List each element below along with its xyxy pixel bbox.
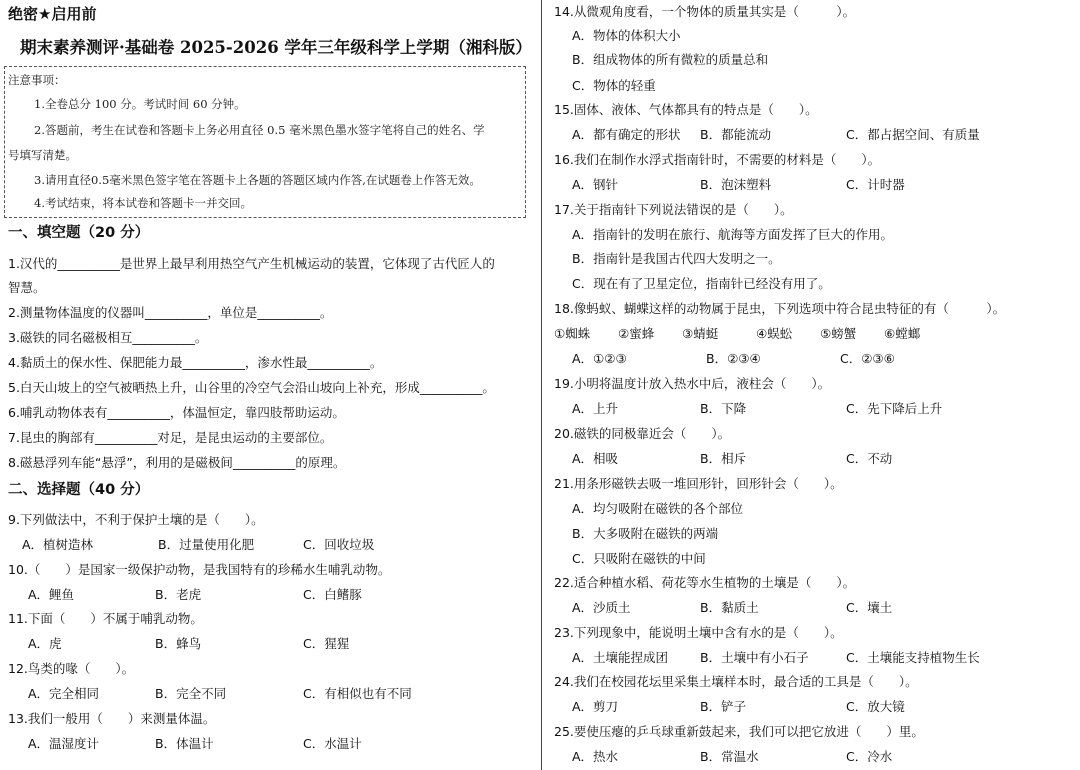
option-a: A．虎: [28, 636, 62, 651]
option-a: A．指南针的发明在旅行、航海等方面发挥了巨大的作用。: [572, 227, 894, 242]
exam-title: 期末素养测评·基础卷 2025-2026 学年三年级科学上学期（湘科版）: [20, 38, 532, 57]
notice-item: 3.请用直径0.5毫米黑色签字笔在答题卡上各题的答题区域内作答,在试题卷上作答无效。: [34, 173, 481, 187]
option-c: C．放大镜: [846, 699, 905, 714]
question-24: 24.我们在校园花坛里采集土壤样本时，最合适的工具是（ ）。: [554, 674, 918, 689]
option-a: A．植树造林: [22, 537, 94, 552]
option-a: A．鲤鱼: [28, 587, 75, 602]
option-b: B．指南针是我国古代四大发明之一。: [572, 251, 781, 266]
question-14: 14.从微观角度看，一个物体的质量其实是（ ）。: [554, 4, 856, 19]
fill-blank-line: 4.黏质土的保水性、保肥能力最__________，渗水性最__________。: [8, 355, 383, 370]
question-9: 9.下列做法中，不利于保护土壤的是（ ）。: [8, 512, 264, 527]
option-b: B．黏质土: [700, 600, 759, 615]
option-b: B．蜂鸟: [155, 636, 202, 651]
option-a: A．温湿度计: [28, 736, 100, 751]
question-22: 22.适合种植水稻、荷花等水生植物的土壤是（ ）。: [554, 575, 856, 590]
notice-item: 2.答题前，考生在试卷和答题卡上务必用直径 0.5 毫米黑色墨水签字笔将自己的姓名、学: [34, 123, 485, 137]
question-17: 17.关于指南针下列说法错误的是（ ）。: [554, 202, 793, 217]
insect-choice: ⑤螃蟹: [820, 326, 857, 341]
fill-blank-line: 5.白天山坡上的空气被晒热上升，山谷里的冷空气会沿山坡向上补充，形成__________。: [8, 380, 495, 395]
notice-item: 4.考试结束，将本试卷和答题卡一并交回。: [34, 196, 252, 210]
option-c: C．土壤能支持植物生长: [846, 650, 980, 665]
section-fill-blank-title: 一、填空题（20 分）: [8, 225, 150, 241]
question-12: 12.鸟类的喙（ ）。: [8, 661, 135, 676]
option-c: C．只吸附在磁铁的中间: [572, 551, 706, 566]
option-c: C．猩猩: [303, 636, 350, 651]
question-25: 25.要使压瘪的乒乓球重新鼓起来，我们可以把它放进（ ）里。: [554, 724, 924, 739]
option-c: C．水温计: [303, 736, 362, 751]
option-c: C．冷水: [846, 749, 893, 764]
fill-blank-line: 智慧。: [8, 280, 46, 295]
option-b: B．泡沫塑料: [700, 177, 772, 192]
option-b: B．土壤中有小石子: [700, 650, 809, 665]
insect-choice: ①蜘蛛: [554, 326, 591, 341]
option-c: C．都占据空间、有质量: [846, 127, 980, 142]
option-c: C．壤土: [846, 600, 893, 615]
option-a: A．土壤能捏成团: [572, 650, 669, 665]
option-a: A．完全相同: [28, 686, 100, 701]
question-15: 15.固体、液体、气体都具有的特点是（ ）。: [554, 102, 818, 117]
insect-choice: ②蜜蜂: [618, 326, 655, 341]
option-b: B．组成物体的所有微粒的质量总和: [572, 52, 769, 67]
insect-choice: ③蜻蜓: [682, 326, 719, 341]
fill-blank-line: 2.测量物体温度的仪器叫__________，单位是__________。: [8, 305, 333, 320]
notice-item: 1.全卷总分 100 分。考试时间 60 分钟。: [34, 97, 246, 111]
option-a: A．热水: [572, 749, 619, 764]
fill-blank-line: 6.哺乳动物体表有__________，体温恒定，靠四肢帮助运动。: [8, 405, 345, 420]
option-a: A．均匀吸附在磁铁的各个部位: [572, 501, 744, 516]
fill-blank-line: 8.磁悬浮列车能“悬浮”，利用的是磁极间__________的原理。: [8, 455, 346, 470]
option-a: A．剪刀: [572, 699, 619, 714]
notice-heading: 注意事项：: [8, 73, 66, 87]
option-c: C．不动: [846, 451, 893, 466]
column-divider: [541, 0, 542, 770]
option-c: C．②③⑥: [840, 351, 895, 366]
section-choice-title: 二、选择题（40 分）: [8, 482, 150, 498]
question-11: 11.下面（ ）不属于哺乳动物。: [8, 611, 203, 626]
option-a: A．都有确定的形状: [572, 127, 681, 142]
question-23: 23.下列现象中，能说明土壤中含有水的是（ ）。: [554, 625, 843, 640]
secret-label: 绝密★启用前: [8, 5, 97, 23]
option-b: B．常温水: [700, 749, 759, 764]
option-b: B．完全不同: [155, 686, 227, 701]
option-b: B．铲子: [700, 699, 747, 714]
question-13: 13.我们一般用（ ）来测量体温。: [8, 711, 216, 726]
notice-item: 号填写清楚。: [8, 148, 77, 162]
option-b: B．都能流动: [700, 127, 772, 142]
option-c: C．现在有了卫星定位，指南针已经没有用了。: [572, 276, 831, 291]
option-b: B．相斥: [700, 451, 747, 466]
insect-choice: ④蜈蚣: [756, 326, 793, 341]
option-b: B．体温计: [155, 736, 214, 751]
option-b: B．下降: [700, 401, 747, 416]
option-c: C．有相似也有不同: [303, 686, 412, 701]
option-c: C．计时器: [846, 177, 905, 192]
option-c: C．先下降后上升: [846, 401, 943, 416]
fill-blank-line: 1.汉代的__________是世界上最早利用热空气产生机械运动的装置，它体现了古代匠人的: [8, 256, 495, 271]
option-a: A．①②③: [572, 351, 627, 366]
question-16: 16.我们在制作水浮式指南针时，不需要的材料是（ ）。: [554, 152, 881, 167]
option-a: A．物体的体积大小: [572, 28, 681, 43]
option-b: B．大多吸附在磁铁的两端: [572, 526, 719, 541]
option-c: C．白鳍豚: [303, 587, 362, 602]
question-10: 10.（ ）是国家一级保护动物，是我国特有的珍稀水生哺乳动物。: [8, 562, 391, 577]
option-b: B．老虎: [155, 587, 202, 602]
option-c: C．物体的轻重: [572, 78, 656, 93]
option-a: A．沙质土: [572, 600, 631, 615]
insect-choice: ⑥螳螂: [884, 326, 921, 341]
option-a: A．上升: [572, 401, 619, 416]
question-20: 20.磁铁的同极靠近会（ ）。: [554, 426, 731, 441]
option-b: B．过量使用化肥: [158, 537, 255, 552]
option-b: B．②③④: [706, 351, 761, 366]
question-19: 19.小明将温度计放入热水中后，液柱会（ ）。: [554, 376, 831, 391]
option-a: A．钢针: [572, 177, 619, 192]
fill-blank-line: 3.磁铁的同名磁极相互__________。: [8, 330, 208, 345]
fill-blank-line: 7.昆虫的胸部有__________对足，是昆虫运动的主要部位。: [8, 430, 333, 445]
question-21: 21.用条形磁铁去吸一堆回形针，回形针会（ ）。: [554, 476, 843, 491]
option-c: C．回收垃圾: [303, 537, 375, 552]
question-18: 18.像蚂蚁、蝴蝶这样的动物属于昆虫，下列选项中符合昆虫特征的有（ ）。: [554, 301, 1006, 316]
option-a: A．相吸: [572, 451, 619, 466]
